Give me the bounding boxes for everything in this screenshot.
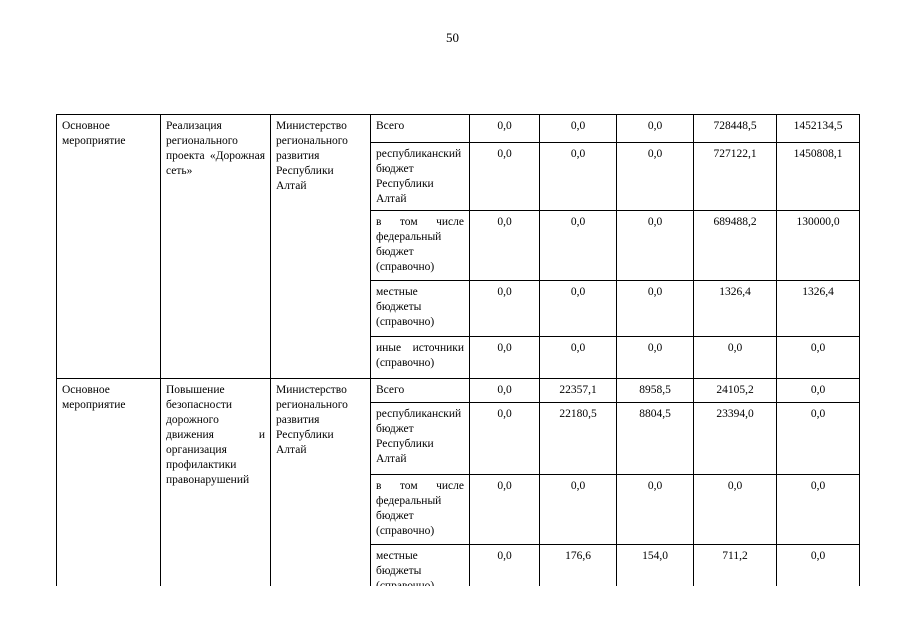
value-cell: 0,0	[617, 337, 694, 379]
value-cell: 0,0	[540, 115, 617, 143]
event-type-cell: Основное мероприятие	[57, 115, 161, 379]
table-body	[57, 115, 860, 601]
value-cell: 0,0	[694, 337, 777, 379]
value-cell: 23394,0	[694, 403, 777, 475]
value-cell: 0,0	[777, 379, 860, 403]
value-cell: 0,0	[617, 115, 694, 143]
value-cell: 0,0	[470, 211, 540, 281]
executor-cell: Министерство регионального развития Республики Алтай	[271, 115, 371, 379]
value-cell: 689488,2	[694, 211, 777, 281]
value-cell: 0,0	[617, 281, 694, 337]
value-cell: 0,0	[540, 475, 617, 545]
source-label-cell: Всего	[371, 115, 470, 143]
value-cell: 22357,1	[540, 379, 617, 403]
value-cell: 130000,0	[777, 211, 860, 281]
value-cell: 24105,2	[694, 379, 777, 403]
value-cell: 0,0	[540, 143, 617, 211]
table-row	[57, 379, 860, 403]
page-bottom-margin	[0, 586, 905, 640]
source-label-cell: республиканский бюджет Республики Алтай	[371, 403, 470, 475]
executor-cell: Министерство регионального развития Республики Алтай	[271, 379, 371, 601]
value-cell: 711,2	[694, 545, 777, 601]
value-cell: 0,0	[540, 281, 617, 337]
source-label-cell: Всего	[371, 379, 470, 403]
event-name-cell: Повышение безопасности дорожного движения и организация профилактики правонарушений	[161, 379, 271, 601]
value-cell: 0,0	[777, 403, 860, 475]
value-cell: 1452134,5	[777, 115, 860, 143]
source-label-cell: республиканский бюджет Республики Алтай	[371, 143, 470, 211]
event-name-cell: Реализация регионального проекта «Дорожная сеть»	[161, 115, 271, 379]
value-cell: 0,0	[617, 475, 694, 545]
source-label-cell: в том числе федеральный бюджет (справочно)	[371, 211, 470, 281]
value-cell: 0,0	[470, 337, 540, 379]
source-label-cell: местные бюджеты (справочно)	[371, 281, 470, 337]
value-cell: 0,0	[470, 281, 540, 337]
value-cell: 0,0	[470, 403, 540, 475]
value-cell: 0,0	[470, 115, 540, 143]
page-number: 50	[446, 30, 459, 45]
value-cell: 0,0	[777, 545, 860, 601]
value-cell: 1450808,1	[777, 143, 860, 211]
value-cell: 22180,5	[540, 403, 617, 475]
value-cell: 0,0	[617, 143, 694, 211]
event-type-cell: Основное мероприятие	[57, 379, 161, 601]
value-cell: 0,0	[540, 337, 617, 379]
value-cell: 1326,4	[694, 281, 777, 337]
source-label-cell: местные бюджеты	[371, 545, 470, 601]
value-cell: 8958,5	[617, 379, 694, 403]
table-row	[57, 115, 860, 143]
value-cell: 0,0	[777, 337, 860, 379]
value-cell: 727122,1	[694, 143, 777, 211]
value-cell: 8804,5	[617, 403, 694, 475]
budget-table	[56, 114, 860, 601]
source-label-cell: в том числе федеральный бюджет (справочно)	[371, 475, 470, 545]
value-cell: 0,0	[694, 475, 777, 545]
value-cell: 176,6	[540, 545, 617, 601]
value-cell: 0,0	[470, 545, 540, 601]
value-cell: 728448,5	[694, 115, 777, 143]
value-cell: 0,0	[777, 475, 860, 545]
value-cell: 0,0	[617, 211, 694, 281]
value-cell: 154,0	[617, 545, 694, 601]
value-cell: 0,0	[470, 475, 540, 545]
value-cell: 0,0	[470, 379, 540, 403]
source-label-cell: иные источники (справочно)	[371, 337, 470, 379]
value-cell: 0,0	[540, 211, 617, 281]
value-cell: 0,0	[470, 143, 540, 211]
value-cell: 1326,4	[777, 281, 860, 337]
